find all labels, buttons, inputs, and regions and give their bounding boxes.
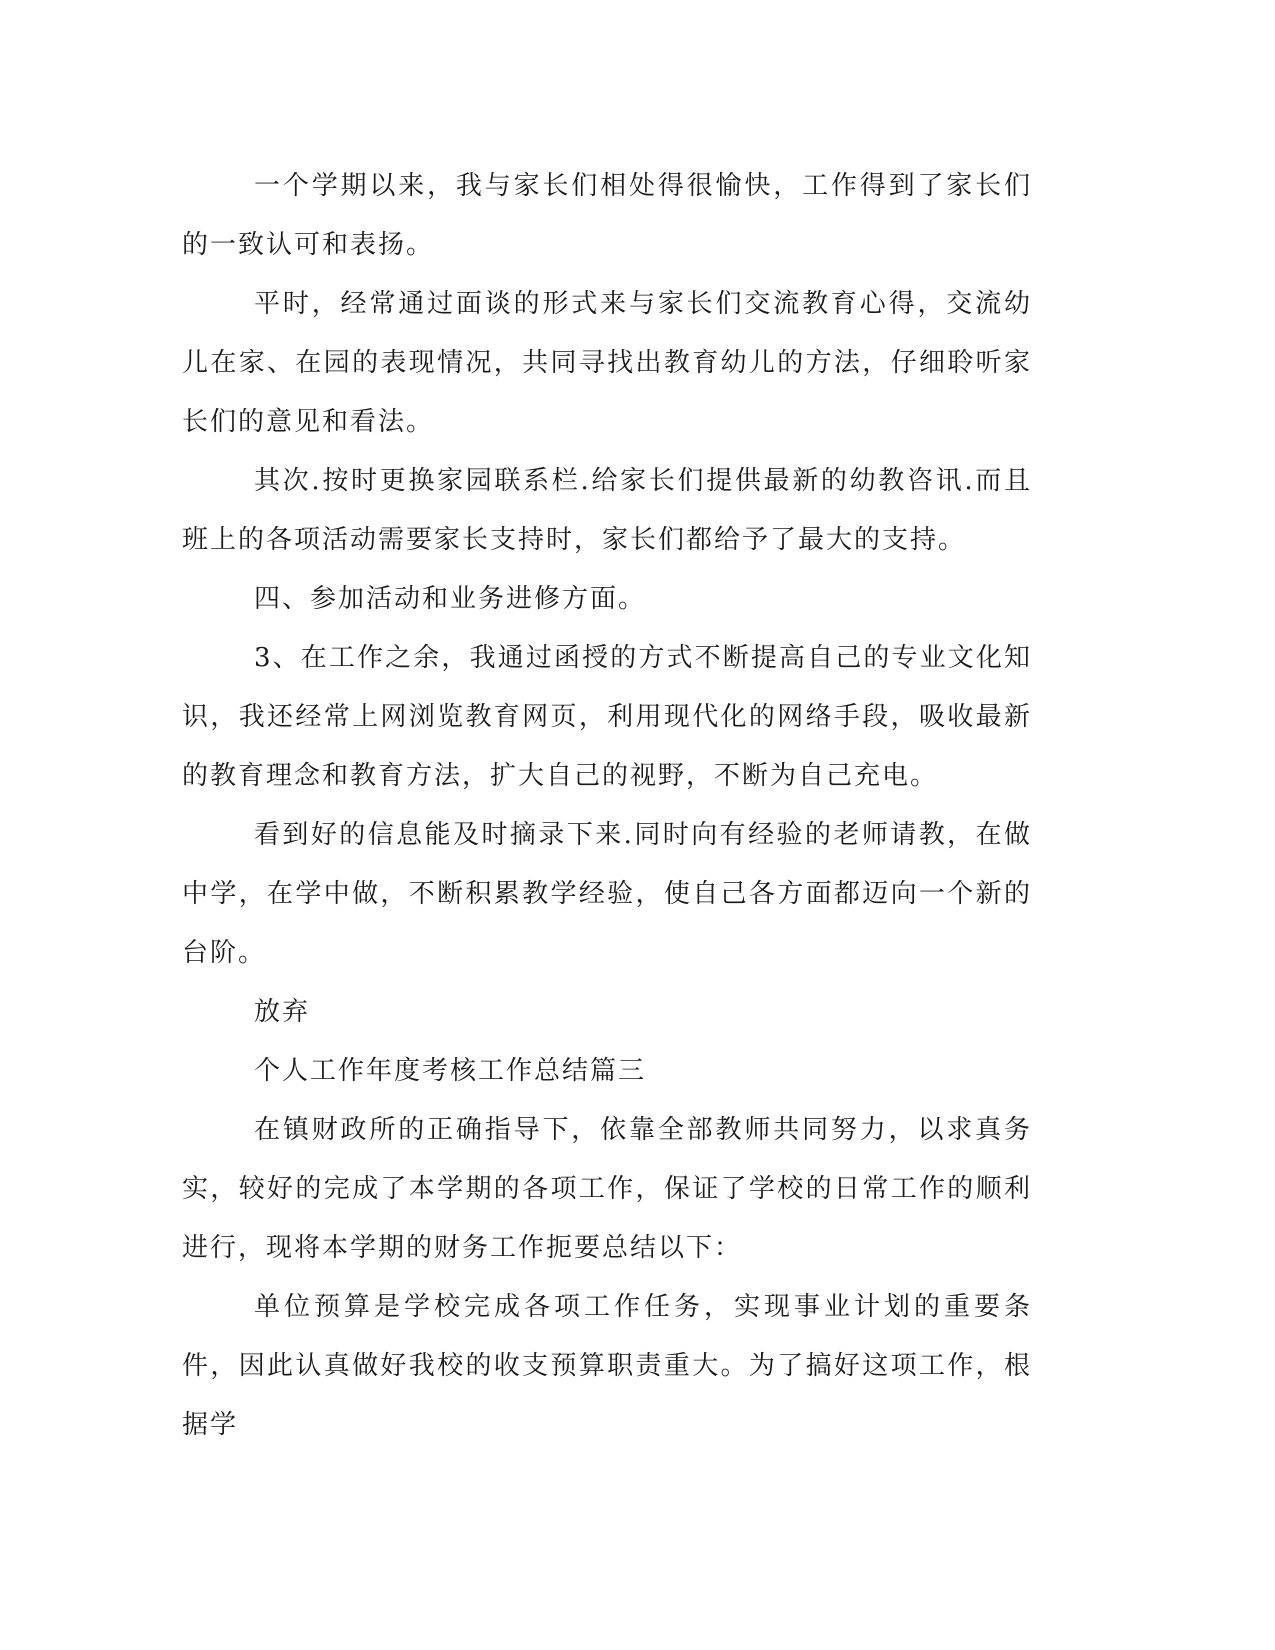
paragraph-parent-communication: 平时，经常通过面谈的形式来与家长们交流教育心得，交流幼儿在家、在园的表现情况，共同寻找出教育幼儿的方法，仔细聆听家长们的意见和看法。 <box>182 289 1032 437</box>
article-subtitle: 个人工作年度考核工作总结篇三 <box>254 1056 647 1086</box>
document-body <box>182 157 1032 1455</box>
paragraph-abandon: 放弃 <box>254 997 311 1027</box>
paragraph-budget: 单位预算是学校完成各项工作任务，实现事业计划的重要条件，因此认真做好我校的收支预算职责重大。为了搞好这项工作，根据学 <box>182 1292 1032 1440</box>
section-heading-training: 四、参加活动和业务进修方面。 <box>254 584 647 614</box>
paragraph-finance-intro: 在镇财政所的正确指导下，依靠全部教师共同努力，以求真务实，较好的完成了本学期的各项工作，保证了学校的日常工作的顺利进行，现将本学期的财务工作扼要总结以下： <box>182 1115 1032 1263</box>
paragraph-self-study: 3、在工作之余，我通过函授的方式不断提高自己的专业文化知识，我还经常上网浏览教育网页，利用现代化的网络手段，吸收最新的教育理念和教育方法，扩大自己的视野，不断为自己充电。 <box>182 643 1032 791</box>
paragraph-parent-cooperation: 一个学期以来，我与家长们相处得很愉快，工作得到了家长们的一致认可和表扬。 <box>182 171 1032 260</box>
paragraph-contact-board: 其次.按时更换家园联系栏.给家长们提供最新的幼教咨讯.而且班上的各项活动需要家长支持时，家长们都给予了最大的支持。 <box>182 466 1032 555</box>
paragraph-learning-experience: 看到好的信息能及时摘录下来.同时向有经验的老师请教，在做中学，在学中做，不断积累教学经验，使自己各方面都迈向一个新的台阶。 <box>182 820 1032 968</box>
